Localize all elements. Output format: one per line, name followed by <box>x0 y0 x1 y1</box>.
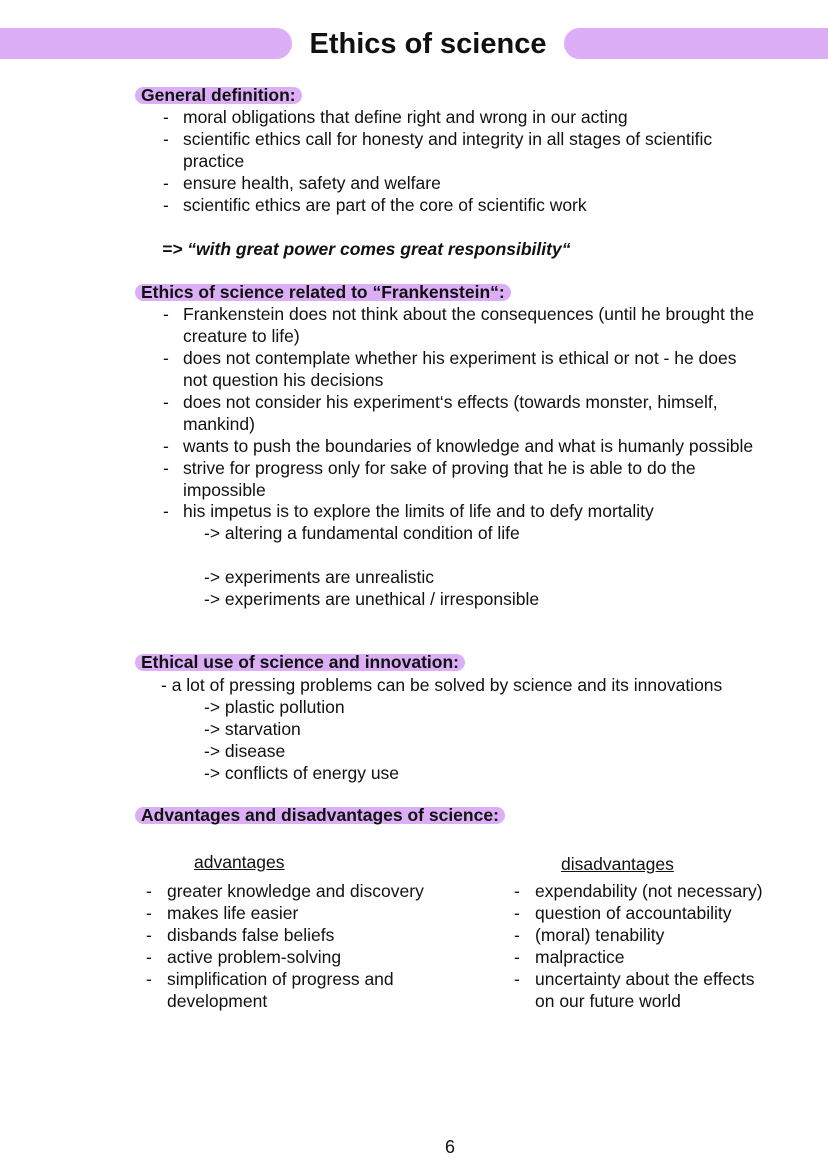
bullet-dash: - <box>514 947 520 967</box>
quote: => “with great power comes great responsibility“ <box>162 239 571 259</box>
bullet-dash: - <box>163 107 169 127</box>
bullet-dash: - <box>163 436 169 456</box>
heading-ethical-use: Ethical use of science and innovation: <box>135 654 465 671</box>
general-item-2: scientific ethics call for honesty and integrity in all stages of scientific <box>183 129 713 149</box>
frankenstein-line-9: impossible <box>183 480 266 500</box>
disadvantage-item: malpractice <box>535 947 625 967</box>
frankenstein-arrow-1: -> altering a fundamental condition of life <box>204 523 520 543</box>
general-item-3: ensure health, safety and welfare <box>183 173 441 193</box>
general-item-4: scientific ethics are part of the core of scientific work <box>183 195 587 215</box>
bullet-dash: - <box>163 129 169 149</box>
innovation-arrow-3: -> disease <box>204 741 286 761</box>
bullet-dash: - <box>146 903 152 923</box>
innovation-intro: - a lot of pressing problems can be solved by science and its innovations <box>161 675 723 695</box>
bullet-dash: - <box>163 501 169 521</box>
frankenstein-line-5: does not consider his experiment‘s effects (towards monster, himself, <box>183 392 718 412</box>
frankenstein-line-2: creature to life) <box>183 326 300 346</box>
bullet-dash: - <box>514 969 520 989</box>
advantage-item: makes life easier <box>167 903 299 923</box>
innovation-arrow-1: -> plastic pollution <box>204 697 345 717</box>
bullet-dash: - <box>163 173 169 193</box>
bullet-dash: - <box>146 925 152 945</box>
heading-general-definition: General definition: <box>135 87 302 104</box>
title-bar-left <box>0 28 292 59</box>
advantage-item-cont: development <box>167 991 268 1011</box>
heading-advantages-disadvantages: Advantages and disadvantages of science: <box>135 807 505 824</box>
frankenstein-line-1: Frankenstein does not think about the consequences (until he brought the <box>183 304 755 324</box>
bullet-dash: - <box>163 304 169 324</box>
advantage-item: simplification of progress and <box>167 969 394 989</box>
bullet-dash: - <box>163 195 169 215</box>
advantage-item: disbands false beliefs <box>167 925 335 945</box>
disadvantage-item: uncertainty about the effects <box>535 969 755 989</box>
frankenstein-arrow-2: -> experiments are unrealistic <box>204 567 435 587</box>
frankenstein-line-7: wants to push the boundaries of knowledge and what is humanly possible <box>183 436 754 456</box>
frankenstein-line-3: does not contemplate whether his experiment is ethical or not - he does <box>183 348 737 368</box>
bullet-dash: - <box>146 969 152 989</box>
page-number: 6 <box>444 1137 455 1157</box>
bullet-dash: - <box>514 881 520 901</box>
frankenstein-line-4: not question his decisions <box>183 370 384 390</box>
innovation-arrow-2: -> starvation <box>204 719 301 739</box>
bullet-dash: - <box>163 348 169 368</box>
general-item-1: moral obligations that define right and wrong in our acting <box>183 107 628 127</box>
bullet-dash: - <box>514 903 520 923</box>
innovation-arrow-4: -> conflicts of energy use <box>204 763 400 783</box>
frankenstein-arrow-3: -> experiments are unethical / irresponsible <box>204 589 540 609</box>
advantages-label: advantages <box>194 852 285 872</box>
heading-frankenstein: Ethics of science related to “Frankenstein“: <box>135 284 511 301</box>
title-bar-right <box>564 28 828 59</box>
disadvantage-item-cont: on our future world <box>535 991 681 1011</box>
bullet-dash: - <box>146 947 152 967</box>
frankenstein-line-8: strive for progress only for sake of proving that he is able to do the <box>183 458 696 478</box>
disadvantage-item: expendability (not necessary) <box>535 881 763 901</box>
page-title: Ethics of science <box>309 28 547 60</box>
general-item-2-cont: practice <box>183 151 245 171</box>
advantage-item: active problem-solving <box>167 947 342 967</box>
bullet-dash: - <box>163 392 169 412</box>
disadvantages-label: disadvantages <box>561 854 674 874</box>
bullet-dash: - <box>514 925 520 945</box>
advantage-item: greater knowledge and discovery <box>167 881 424 901</box>
bullet-dash: - <box>146 881 152 901</box>
frankenstein-line-10: his impetus is to explore the limits of life and to defy mortality <box>183 501 654 521</box>
disadvantage-item: (moral) tenability <box>535 925 665 945</box>
frankenstein-line-6: mankind) <box>183 414 255 434</box>
disadvantage-item: question of accountability <box>535 903 732 923</box>
bullet-dash: - <box>163 458 169 478</box>
